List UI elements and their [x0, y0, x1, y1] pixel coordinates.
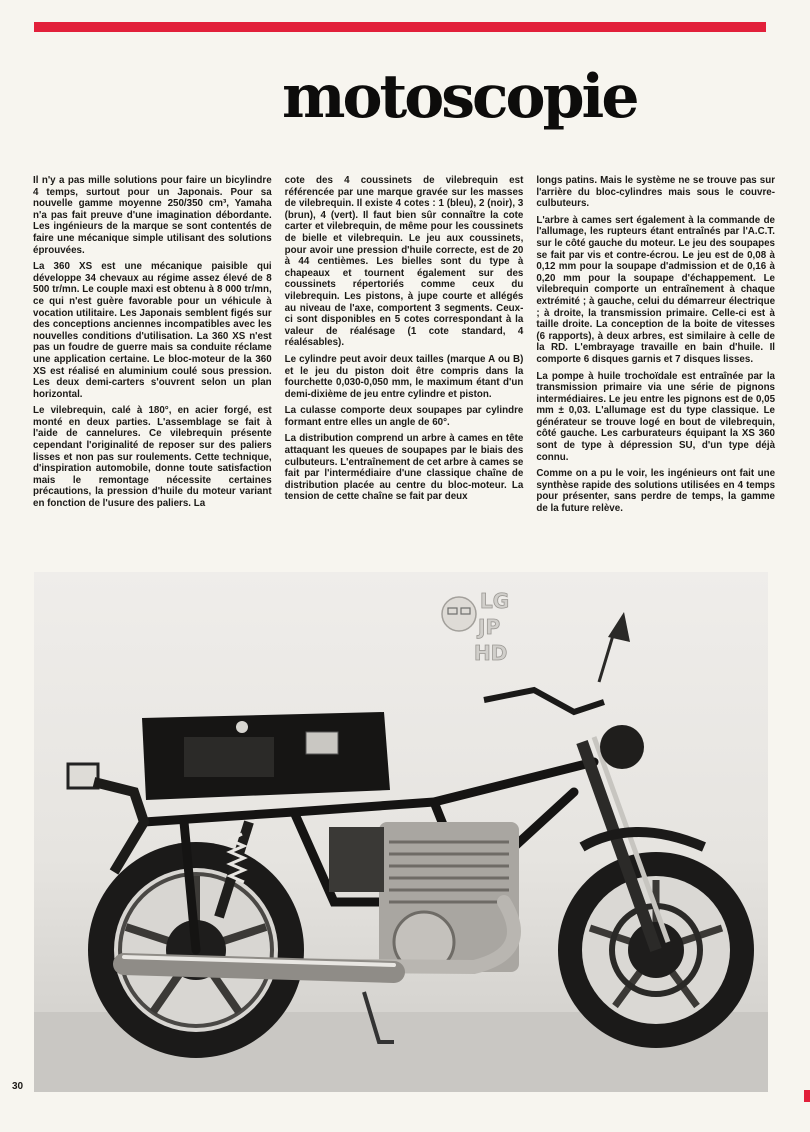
motorcycle-illustration	[34, 572, 768, 1092]
paragraph: Le vilebrequin, calé à 180°, en acier forgé, est monté en deux parties. L'assemblage se fait à l'aide de cannelures. Ce vilebrequin présente cependant l'originalité de reposer sur des paliers lisses et non pas sur roulements. Cette technique, d'inspiration automobile, donne toute satisfaction mais le remontage nécessite certaines précautions, la pression d'huile du moteur variant en fonction de l'usure des paliers. La	[33, 405, 272, 510]
watermark	[442, 589, 509, 665]
paragraph: La culasse comporte deux soupapes par cylindre formant entre elles un angle de 60°.	[284, 405, 524, 428]
motorcycle-photo	[34, 572, 768, 1092]
paragraph: La distribution comprend un arbre à cames en tête attaquant les queues de soupapes par le biais des culbuteurs. L'entraînement de cet arbre à cames se fait par l'intermédiaire d'une classique chaîne de distribution placée au centre du bloc-moteur. La tension de cette chaîne se fait par deux	[284, 433, 524, 503]
red-edge-mark	[804, 1090, 810, 1102]
paragraph: L'arbre à cames sert également à la commande de l'allumage, les rupteurs étant entraînés par l'A.C.T. sur le côté gauche du moteur. Le jeu des soupapes se fait par vis et contre-écrou. Le jeu est de 0,08 à 0,12 mm pour la soupape d'admission et de 0,16 à 0,20 mm pour la soupape d'échappement. Le vilebrequin comporte un entraînement à chaque extrémité ; à gauche, celui du démarreur électrique ; à droite, la transmission primaire. Celle-ci est à taille droite. La conception de la boite de vitesses (6 rapports), à deux arbres, est similaire à celle de la RD. L'embrayage travaille en bain d'huile. Il comporte 6 disques garnis et 7 disques lisses.	[536, 214, 776, 365]
paragraph: longs patins. Mais le système ne se trouve pas sur l'arrière du bloc-cylindres mais sous le couvre-culbuteurs.	[536, 175, 776, 210]
page-number: 30	[12, 1081, 24, 1092]
article-column-1	[33, 175, 272, 567]
handlebar	[484, 690, 604, 712]
gauge	[306, 732, 338, 754]
paragraph: Il n'y a pas mille solutions pour faire un bicylindre 4 temps, surtout pour un Japonais. Pour sa nouvelle gamme moyenne 250/350 cm³, Yamaha n'a pas fait preuve d'une imagination débordante. Les ingénieurs de la marque se sont contentés de faire une mécanique simple utilisant des solutions éprouvées.	[33, 175, 272, 256]
paragraph: cote des 4 coussinets de vilebrequin est référencée par une marque gravée sur les masses de vilebrequin. Il existe 4 cotes : 1 (bleu), 2 (noir), 3 (brun), 4 (vert). Il faut bien sûr connaître la cote carter et vilebrequin, de même pour les coussinets de bielle et vilebrequin. Le jeu aux coussinets, pour avoir une pression d'huile correcte, est de 20 à 44 centièmes. Les bielles sont du type à chapeaux et tournent également sur des coussinets répertoriés comme ceux du vilebrequin. Les pistons, à jupe courte et allégés au niveau de l'axe, comportent 3 segments. Ceux-ci sont disponibles en 5 cotes correspondant à la valeur de réalésage (1 cote standard, 4 réalésables).	[284, 175, 524, 349]
paragraph: Comme on a pu le voir, les ingénieurs ont fait une synthèse rapide des solutions utilisées en 4 temps pour présenter, sans perdre de temps, la gamme de la future relève.	[536, 468, 776, 515]
front-fender	[582, 832, 704, 847]
engine	[329, 822, 519, 972]
mirror-stem	[599, 632, 614, 682]
article-column-3	[536, 175, 775, 567]
article-body	[33, 175, 775, 567]
watermark-letters-1: LG	[480, 589, 510, 613]
paragraph: La pompe à huile trochoïdale est entraînée par la transmission primaire via une série de pignons intermédiaires. Le jeu entre les pignons est de 0,05 mm ± 0,03. L'allumage est du type classique. Le générateur se trouve logé en bout de vilebrequin, côté gauche. Les carburateurs équipant la XS 360 sont de type à dépression SU, d'un type déjà connu.	[536, 370, 776, 463]
mirror	[608, 612, 630, 642]
watermark-face-icon	[442, 597, 476, 631]
side-cover	[329, 827, 384, 892]
paragraph: La 360 XS est une mécanique paisible qui développe 34 chevaux au régime assez élevé de 8 500 tr/mn. Le couple maxi est obtenu à 8 000 tr/mn, ce qui n'est guère favorable pour un véhicule à vocation utilitaire. Les Japonais semblent figés sur des conceptions anciennes incompatibles avec les nouvelles conditions d'utilisation. La 360 XS n'est pas un foudre de guerre mais sa conduite réclame une application certaine. Le bloc-moteur de la 360 XS est réalisé en aluminium coulé sous pression. Les deux demi-carters s'ouvrent selon un plan horizontal.	[33, 261, 272, 400]
watermark-letters-3: HD	[474, 641, 508, 665]
watermark-letters-2: JP	[478, 615, 501, 639]
rear-fender	[94, 782, 144, 872]
headlight	[600, 725, 644, 769]
paragraph: Le cylindre peut avoir deux tailles (marque A ou B) et le jeu du piston doit être compris dans la fourchette 0,030-0,050 mm, le maximum étant d'un demi-dixième de jeu entre cylindre et piston.	[284, 353, 524, 400]
seat-base	[142, 712, 390, 800]
page-title: motoscopie	[282, 62, 637, 132]
red-header-rule	[34, 22, 766, 32]
article-column-2	[285, 175, 524, 567]
